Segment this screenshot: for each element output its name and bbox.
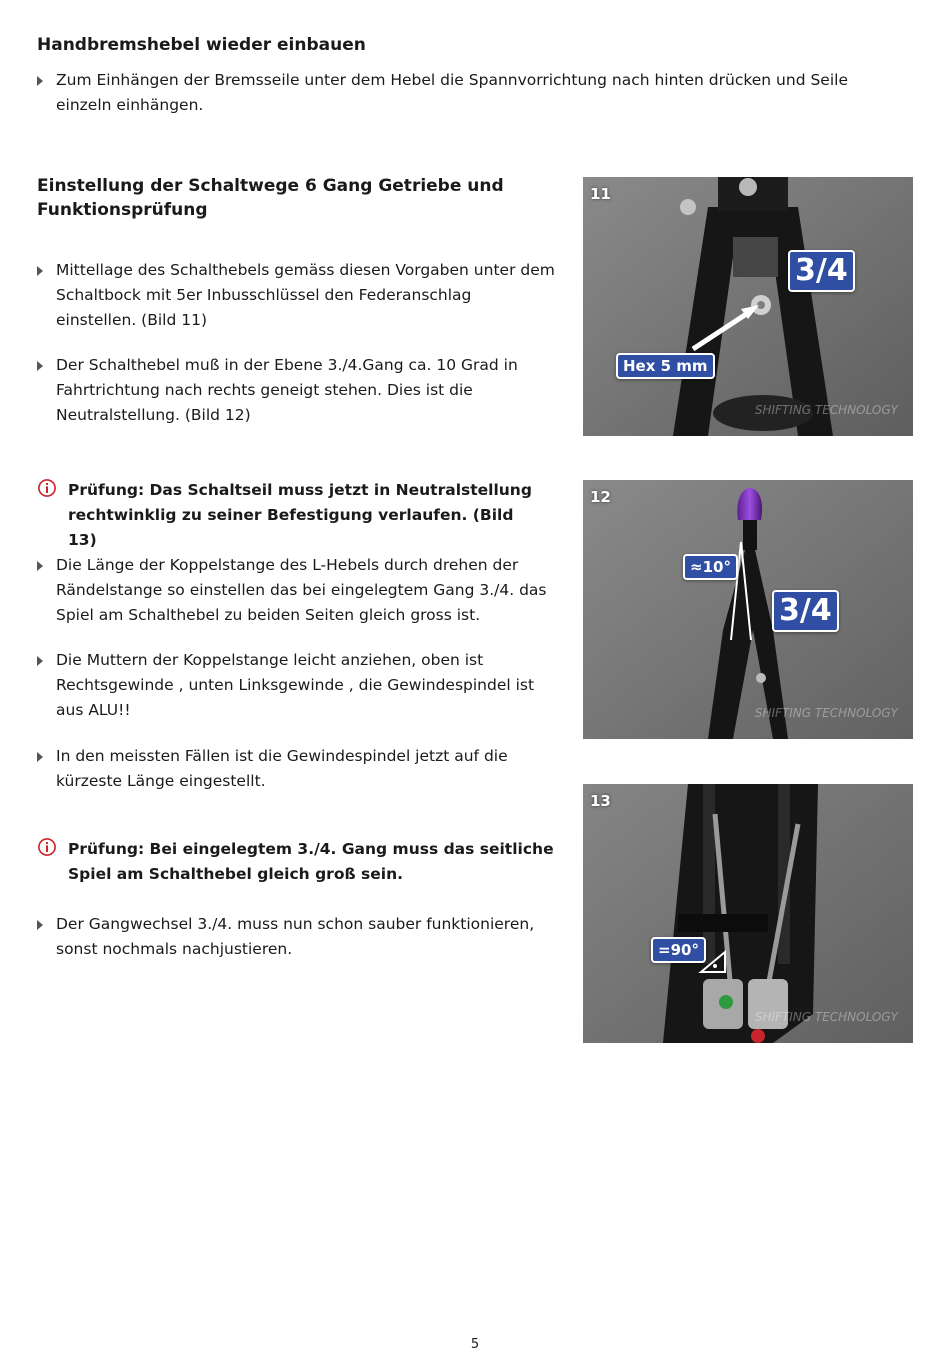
list-item bbox=[37, 258, 556, 333]
bullet-arrow-icon bbox=[37, 656, 43, 666]
figure-number: 11 bbox=[590, 185, 611, 203]
page-number: 5 bbox=[470, 1337, 480, 1352]
bullet-arrow-icon bbox=[37, 76, 43, 86]
check-note bbox=[37, 837, 558, 887]
gear-plane-label: 3/4 bbox=[772, 590, 839, 632]
list-item bbox=[37, 353, 556, 428]
list-item bbox=[37, 68, 896, 118]
figure-12-photo bbox=[583, 480, 913, 739]
watermark-text: SHIFTING TECHNOLOGY bbox=[754, 403, 898, 417]
bullet-arrow-icon bbox=[37, 561, 43, 571]
figure-11-photo bbox=[583, 177, 913, 436]
section-heading-shift-travel: Einstellung der Schaltwege 6 Gang Getriebe und Funktionsprüfung bbox=[37, 176, 504, 220]
bullet-arrow-icon bbox=[37, 266, 43, 276]
shift-cable-illustration bbox=[583, 784, 913, 1043]
list-item bbox=[37, 648, 556, 723]
section-heading-handbrake: Handbremshebel wieder einbauen bbox=[37, 35, 366, 55]
check-note-text: Prüfung: Das Schaltseil muss jetzt in Neutralstellung rechtwinklig zu seiner Befestigung verlaufen. (Bild 13) bbox=[68, 481, 532, 549]
angle-label: =90° bbox=[651, 937, 706, 963]
watermark-text: SHIFTING TECHNOLOGY bbox=[754, 1010, 898, 1024]
list-item-text: Die Länge der Koppelstange des L-Hebels durch drehen der Rändelstange so einstellen das bei eingelegtem Gang 3./4. das Spiel am Schalthebel zu beiden Seiten gleich gross ist. bbox=[56, 556, 547, 624]
watermark-text: SHIFTING TECHNOLOGY bbox=[754, 706, 898, 720]
figure-number: 13 bbox=[590, 792, 611, 810]
info-warning-icon bbox=[38, 838, 56, 856]
list-item-text: In den meissten Fällen ist die Gewindespindel jetzt auf die kürzeste Länge eingestellt. bbox=[56, 747, 508, 790]
list-item-text: Zum Einhängen der Bremsseile unter dem Hebel die Spannvorrichtung nach hinten drücken und Seile einzeln einhängen. bbox=[56, 71, 848, 114]
check-note-text: Prüfung: Bei eingelegtem 3./4. Gang muss das seitliche Spiel am Schalthebel gleich groß sein. bbox=[68, 840, 554, 883]
gear-plane-label: 3/4 bbox=[788, 250, 855, 292]
list-item bbox=[37, 553, 556, 628]
figure-13-photo bbox=[583, 784, 913, 1043]
list-item bbox=[37, 744, 556, 794]
angle-label: ≈10° bbox=[683, 554, 738, 580]
list-item-text: Die Muttern der Koppelstange leicht anziehen, oben ist Rechtsgewinde , unten Linksgewinde , die Gewindespindel ist aus ALU!! bbox=[56, 651, 535, 719]
bullet-arrow-icon bbox=[37, 361, 43, 371]
hex-size-label: Hex 5 mm bbox=[616, 353, 715, 379]
list-item-text: Der Schalthebel muß in der Ebene 3./4.Gang ca. 10 Grad in Fahrtrichtung nach rechts geneigt stehen. Dies ist die Neutralstellung. (Bild 12) bbox=[56, 356, 518, 424]
check-note bbox=[37, 478, 538, 553]
list-item-text: Der Gangwechsel 3./4. muss nun schon sauber funktionieren, sonst nochmals nachjustieren. bbox=[56, 915, 535, 958]
bullet-arrow-icon bbox=[37, 752, 43, 762]
list-item bbox=[37, 912, 556, 962]
list-item-text: Mittellage des Schalthebels gemäss diesen Vorgaben unter dem Schaltbock mit 5er Inbusschlüssel den Federanschlag einstellen. (Bild 11) bbox=[56, 261, 555, 329]
figure-number: 12 bbox=[590, 488, 611, 506]
shift-lever-illustration bbox=[583, 480, 913, 739]
info-warning-icon bbox=[38, 479, 56, 497]
shifter-bracket-illustration bbox=[583, 177, 913, 436]
bullet-arrow-icon bbox=[37, 920, 43, 930]
